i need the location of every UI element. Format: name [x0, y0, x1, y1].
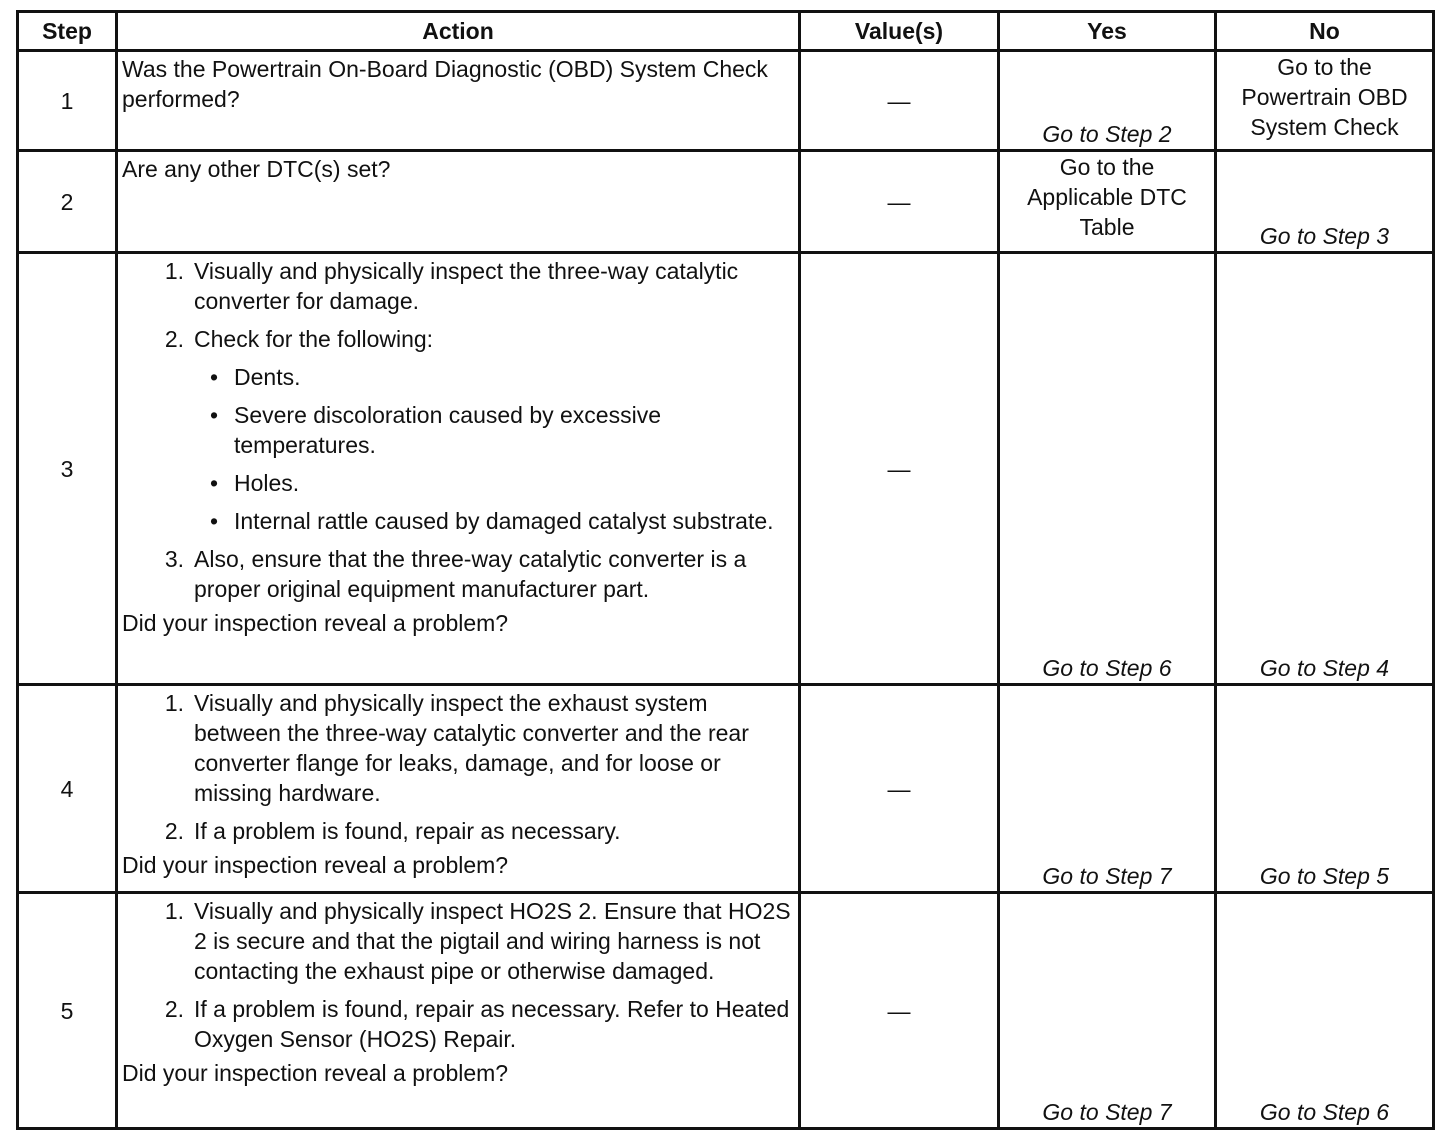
yes-link[interactable]: Go to the Applicable DTC Table — [1027, 154, 1187, 240]
item-number: 1. — [164, 898, 184, 924]
action-cell — [117, 51, 800, 151]
item-text: Visually and physically inspect the exhaust system between the three-way catalytic converter and the rear converter flange for leaks, damage, and for loose or missing hardware. — [194, 690, 749, 806]
item-number: 2. — [164, 326, 184, 352]
bullet-icon: • — [209, 470, 218, 496]
yes-link[interactable]: Go to Step 7 — [1042, 863, 1172, 889]
no-cell — [1216, 253, 1434, 685]
table-row — [18, 893, 1434, 1129]
value-cell: — — [800, 51, 999, 151]
item-number: 3. — [164, 546, 184, 572]
item-text: If a problem is found, repair as necessary. — [194, 818, 621, 844]
bullet-text: Internal rattle caused by damaged catalyst substrate. — [234, 508, 774, 534]
no-link[interactable]: Go to the Powertrain OBD System Check — [1241, 54, 1408, 140]
value-cell: — — [800, 893, 999, 1129]
yes-cell — [999, 51, 1216, 151]
bullet-item — [122, 362, 792, 392]
step-number: 1 — [18, 51, 117, 151]
no-link[interactable]: Go to Step 6 — [1259, 1099, 1390, 1125]
value-cell: — — [800, 253, 999, 685]
item-number: 1. — [164, 690, 184, 716]
action-text: Was the Powertrain On-Board Diagnostic (OBD) System Check performed? — [122, 56, 768, 112]
bullet-item — [122, 468, 792, 498]
yes-cell — [999, 893, 1216, 1129]
value-cell: — — [800, 151, 999, 253]
list-item — [122, 544, 792, 604]
yes-cell — [999, 685, 1216, 893]
no-cell — [1216, 893, 1434, 1129]
table-row — [18, 685, 1434, 893]
header-values: Value(s) — [800, 12, 999, 51]
bullet-item — [122, 506, 792, 536]
action-cell — [117, 253, 800, 685]
step-number: 3 — [18, 253, 117, 685]
action-cell — [117, 685, 800, 893]
step-number: 5 — [18, 893, 117, 1129]
header-no: No — [1216, 12, 1434, 51]
step-number: 2 — [18, 151, 117, 253]
list-item — [122, 688, 792, 808]
no-link[interactable]: Go to Step 3 — [1259, 223, 1390, 249]
table-row — [18, 151, 1434, 253]
question-text: Did your inspection reveal a problem? — [122, 610, 509, 636]
no-cell — [1216, 685, 1434, 893]
item-text: Visually and physically inspect HO2S 2. Ensure that HO2S 2 is secure and that the pigtail and wiring harness is not contacting the exhaust pipe or otherwise damaged. — [194, 898, 791, 984]
table-row — [18, 253, 1434, 685]
bullet-item — [122, 400, 792, 460]
item-text: Also, ensure that the three-way catalytic converter is a proper original equipment manufacturer part. — [194, 546, 747, 602]
bullet-icon: • — [209, 364, 218, 390]
header-yes: Yes — [999, 12, 1216, 51]
no-link[interactable]: Go to Step 4 — [1259, 655, 1390, 681]
list-item — [122, 256, 792, 316]
list-item — [122, 816, 792, 846]
yes-link[interactable]: Go to Step 7 — [1042, 1099, 1172, 1125]
list-item — [122, 324, 792, 354]
no-link[interactable]: Go to Step 5 — [1259, 863, 1390, 889]
yes-cell — [999, 253, 1216, 685]
bullet-text: Severe discoloration caused by excessive temperatures. — [234, 402, 662, 458]
yes-link[interactable]: Go to Step 2 — [1042, 121, 1172, 147]
list-item — [122, 994, 792, 1054]
list-item — [122, 896, 792, 986]
yes-link[interactable]: Go to Step 6 — [1042, 655, 1172, 681]
header-step: Step — [18, 12, 117, 51]
item-text: Check for the following: — [194, 326, 434, 352]
table-row — [18, 51, 1434, 151]
header-row — [18, 12, 1434, 51]
item-number: 2. — [164, 818, 184, 844]
bullet-icon: • — [209, 402, 218, 428]
question-text: Did your inspection reveal a problem? — [122, 852, 509, 878]
question-text: Did your inspection reveal a problem? — [122, 1060, 509, 1086]
value-cell: — — [800, 685, 999, 893]
action-cell — [117, 893, 800, 1129]
bullet-text: Dents. — [234, 364, 301, 390]
diagnostic-table — [16, 10, 1435, 1130]
no-cell — [1216, 151, 1434, 253]
action-cell — [117, 151, 800, 253]
item-number: 2. — [164, 996, 184, 1022]
yes-cell — [999, 151, 1216, 253]
step-number: 4 — [18, 685, 117, 893]
item-text: Visually and physically inspect the three-way catalytic converter for damage. — [194, 258, 739, 314]
bullet-text: Holes. — [234, 470, 300, 496]
action-text: Are any other DTC(s) set? — [122, 156, 391, 182]
bullet-icon: • — [209, 508, 218, 534]
item-text: If a problem is found, repair as necessary. Refer to Heated Oxygen Sensor (HO2S) Repair. — [194, 996, 790, 1052]
header-action: Action — [117, 12, 800, 51]
no-cell — [1216, 51, 1434, 151]
item-number: 1. — [164, 258, 184, 284]
